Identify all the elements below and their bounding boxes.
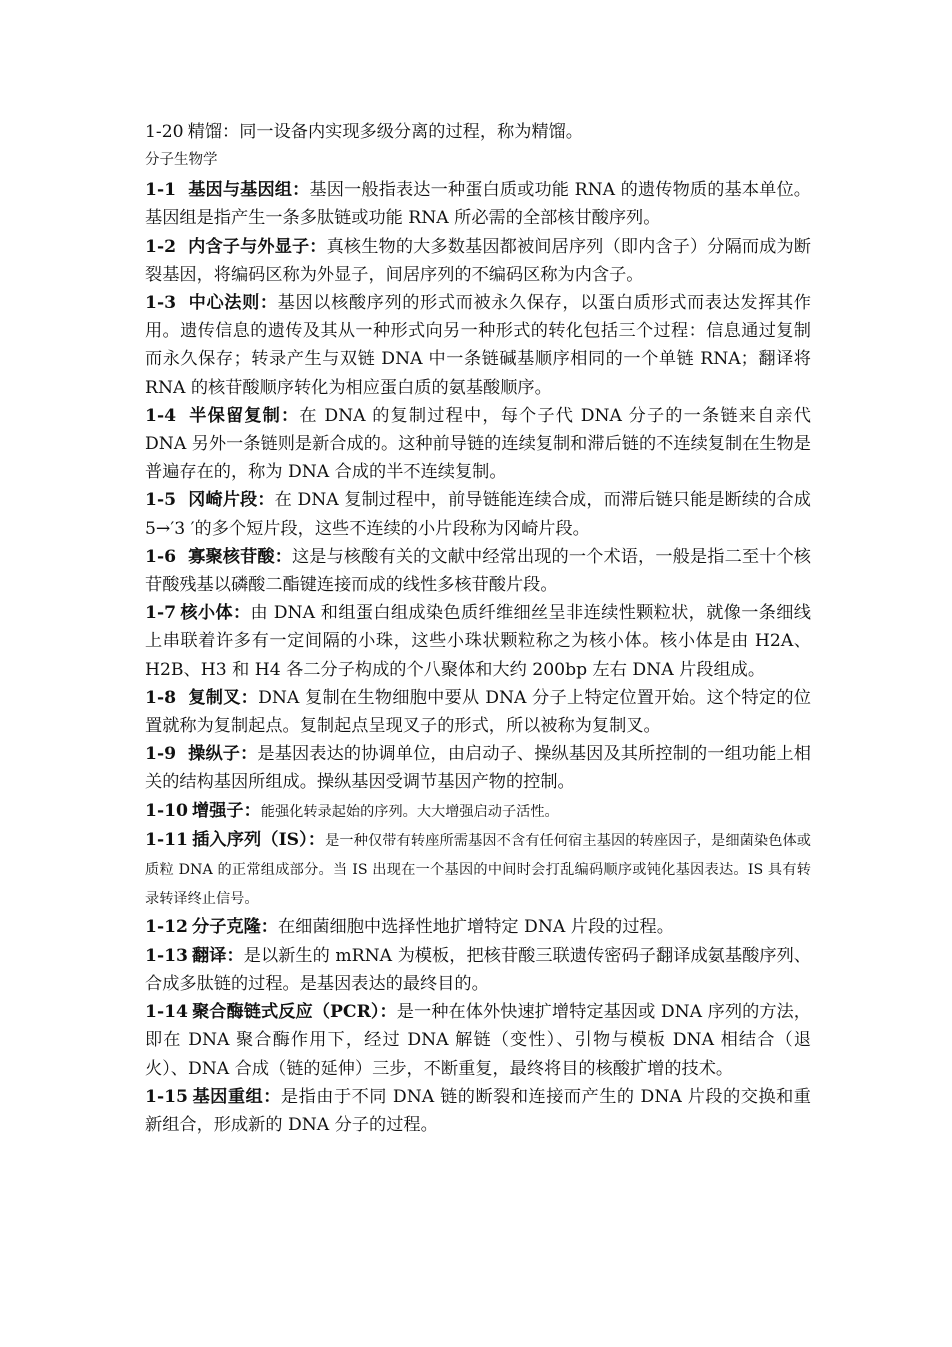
- entry-1-14: [145, 998, 811, 1083]
- entry-1-11: [145, 826, 811, 914]
- entry-1-5: [145, 486, 811, 542]
- entry-term: 中心法则：: [188, 293, 278, 314]
- entry-text: 能强化转录起始的序列。大大增强启动子活性。: [260, 803, 559, 820]
- entry-text: 在细菌细胞中选择性地扩增特定 DNA 片段的过程。: [277, 917, 674, 938]
- entry-text: 基因以核酸序列的形式而被永久保存，以蛋白质形式而表达发挥其作用。遗传信息的遗传及其从一种形式向另一种形式的转化包括三个过程：信息通过复制而永久保存；转录产生与双链 DNA 中一条链碱基顺序相同的一个单链 RNA；翻译将 RNA 的核苷酸顺序转化为相应蛋白质的氨基酸顺序。: [145, 293, 811, 398]
- document-page: [145, 118, 811, 1139]
- entry-term: 操纵子：: [188, 744, 258, 765]
- entry-1-3: [145, 289, 811, 402]
- entry-term: 基因与基因组：: [188, 180, 310, 201]
- entry-term: 核小体：: [180, 603, 251, 624]
- entry-term: 分子克隆：: [192, 917, 278, 938]
- entry-number: 1-20: [145, 122, 184, 142]
- entry-term: 复制叉：: [188, 687, 259, 708]
- entry-text: 由 DNA 和组蛋白组成染色质纤维细丝呈非连续性颗粒状，就像一条细线上串联着许多有一定间隔的小珠，这些小珠状颗粒称之为核小体。核小体是由 H2A、H2B、H3 和 H4 各二分子构成的个八聚体和大约 200bp 左右 DNA 片段组成。: [145, 603, 811, 680]
- entry-number: 1-13: [145, 945, 189, 966]
- entry-1-6: [145, 543, 811, 599]
- entry-number: 1-1: [145, 180, 177, 201]
- entry-number: 1-12: [145, 917, 189, 938]
- entry-1-8: [145, 684, 811, 740]
- entry-number: 1-7: [145, 603, 177, 624]
- intro-paragraph: [145, 118, 811, 146]
- entry-term: 寡聚核苷酸：: [188, 546, 292, 567]
- entry-text: 在 DNA 的复制过程中，每个子代 DNA 分子的一条链来自亲代 DNA 另外一条链则是新合成的。这种前导链的连续复制和滞后链的不连续复制在生物是普遍存在的，称为 DNA 合成的半不连续复制。: [145, 405, 811, 483]
- entry-text: 精馏：同一设备内实现多级分离的过程，称为精馏。: [187, 122, 583, 142]
- entry-text: 是指由于不同 DNA 链的断裂和连接而产生的 DNA 片段的交换和重新组合，形成新的 DNA 分子的过程。: [145, 1086, 811, 1135]
- entry-number: 1-4: [145, 405, 177, 426]
- section-title: 分子生物学: [145, 152, 218, 169]
- entry-1-15: [145, 1083, 811, 1139]
- entry-1-13: [145, 942, 811, 998]
- entry-number: 1-8: [145, 687, 177, 708]
- entry-term: 冈崎片段：: [188, 490, 275, 511]
- entry-text: 是一种仅带有转座所需基因不含有任何宿主基因的转座因子，是细菌染色体或质粒 DNA 的正常组成部分。当 IS 出现在一个基因的中间时会打乱编码顺序或钝化基因表达。IS 具有转录转译终止信号。: [145, 832, 811, 908]
- entry-1-2: [145, 233, 811, 289]
- entry-number: 1-3: [145, 293, 177, 314]
- entry-text: 真核生物的大多数基因都被间居序列（即内含子）分隔而成为断裂基因，将编码区称为外显子，间居序列的不编码区称为内含子。: [145, 236, 811, 285]
- entry-text: 在 DNA 复制过程中，前导链能连续合成，而滞后链只能是断续的合成 5→′3 ′的多个短片段，这些不连续的小片段称为冈崎片段。: [145, 490, 811, 539]
- entry-term: 聚合酶链式反应（PCR）：: [192, 1002, 397, 1023]
- entry-text: 这是与核酸有关的文献中经常出现的一个术语，一般是指二至十个核苷酸残基以磷酸二酯键连接而成的线性多核苷酸片段。: [145, 546, 811, 596]
- section-heading: [145, 148, 811, 172]
- entry-number: 1-14: [145, 1002, 189, 1023]
- entry-term: 内含子与外显子：: [188, 236, 327, 257]
- entry-number: 1-6: [145, 546, 177, 567]
- entry-1-1: [145, 176, 811, 232]
- entry-number: 1-15: [145, 1086, 189, 1107]
- entry-term: 增强子：: [192, 800, 261, 821]
- entry-1-12: [145, 913, 811, 941]
- entry-text: 是以新生的 mRNA 为模板，把核苷酸三联遗传密码子翻译成氨基酸序列、合成多肽链的过程。是基因表达的最终目的。: [145, 945, 811, 994]
- entry-1-10: [145, 797, 811, 826]
- entry-text: DNA 复制在生物细胞中要从 DNA 分子上特定位置开始。这个特定的位置就称为复制起点。复制起点呈现叉子的形式，所以被称为复制叉。: [145, 687, 811, 737]
- entry-1-7: [145, 599, 811, 684]
- entry-number: 1-5: [145, 490, 177, 511]
- entry-term: 基因重组：: [192, 1086, 281, 1107]
- entry-number: 1-2: [145, 236, 177, 257]
- entry-1-9: [145, 740, 811, 796]
- entry-term: 翻译：: [192, 945, 244, 966]
- entry-number: 1-10: [145, 800, 189, 821]
- entry-text: 是基因表达的协调单位，由启动子、操纵基因及其所控制的一组功能上相关的结构基因所组成。操纵基因受调节基因产物的控制。: [145, 744, 811, 793]
- entry-term: 半保留复制：: [188, 405, 300, 426]
- entry-text: 是一种在体外快速扩增特定基因或 DNA 序列的方法，即在 DNA 聚合酶作用下，经过 DNA 解链（变性）、引物与模板 DNA 相结合（退火）、DNA 合成（链的延伸）三步，不断重复，最终将目的核酸扩增的技术。: [145, 1002, 811, 1079]
- entry-number: 1-9: [145, 744, 177, 765]
- entry-1-4: [145, 402, 811, 487]
- entry-number: 1-11: [145, 829, 189, 850]
- entry-text: 基因一般指表达一种蛋白质或功能 RNA 的遗传物质的基本单位。基因组是指产生一条多肽链或功能 RNA 所必需的全部核甘酸序列。: [145, 180, 811, 229]
- entry-term: 插入序列（IS）：: [192, 829, 326, 850]
